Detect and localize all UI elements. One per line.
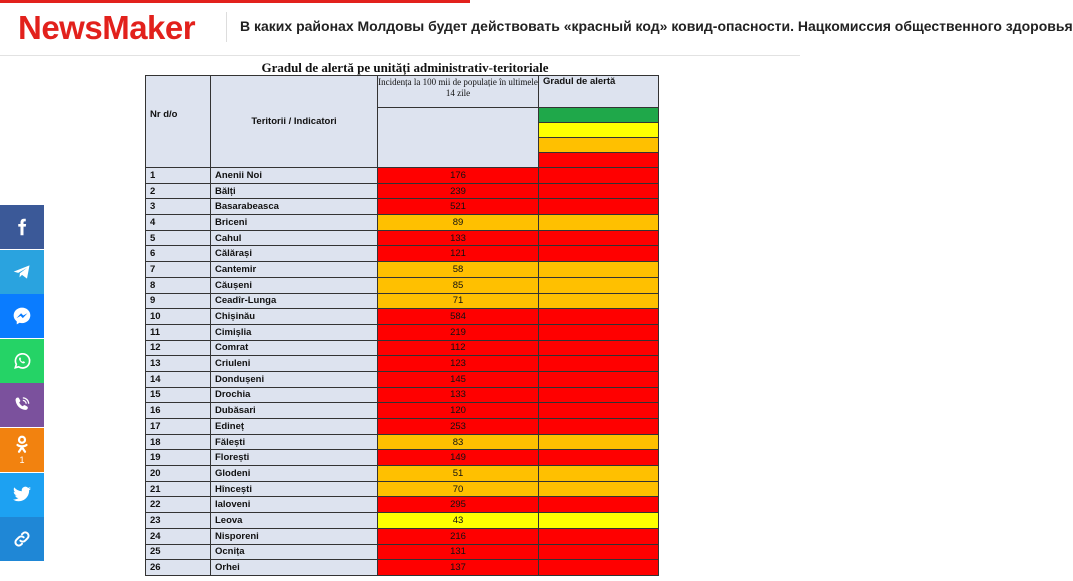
row-number: 21 <box>146 481 211 497</box>
row-number: 11 <box>146 324 211 340</box>
territory-name: Ialoveni <box>211 497 378 513</box>
incidence-header-spacer <box>378 108 539 168</box>
site-header <box>0 0 1073 56</box>
table-row <box>146 481 659 497</box>
table-row <box>146 324 659 340</box>
incidence-value: 295 <box>378 497 539 513</box>
row-number: 15 <box>146 387 211 403</box>
territory-name: Edineț <box>211 419 378 435</box>
territory-name: Anenii Noi <box>211 168 378 184</box>
alert-grade-cell <box>539 481 659 497</box>
alert-grade-cell <box>539 497 659 513</box>
territory-name: Chișinău <box>211 309 378 325</box>
alert-grade-cell <box>539 387 659 403</box>
table-row <box>146 199 659 215</box>
legend-swatch-orange <box>539 138 659 153</box>
row-number: 13 <box>146 356 211 372</box>
alert-grade-cell <box>539 199 659 215</box>
territory-name: Dondușeni <box>211 371 378 387</box>
territory-name: Briceni <box>211 215 378 231</box>
territory-name: Bălți <box>211 183 378 199</box>
table-row <box>146 434 659 450</box>
row-number: 23 <box>146 513 211 529</box>
row-number: 18 <box>146 434 211 450</box>
row-number: 7 <box>146 262 211 278</box>
row-number: 9 <box>146 293 211 309</box>
incidence-value: 216 <box>378 528 539 544</box>
column-header-nr: Nr d/o <box>146 76 211 168</box>
territory-name: Cahul <box>211 230 378 246</box>
table-row <box>146 293 659 309</box>
incidence-value: 58 <box>378 262 539 278</box>
odnoklassniki-share-button[interactable] <box>0 428 44 472</box>
telegram-share-button[interactable] <box>0 250 44 294</box>
viber-share-button[interactable] <box>0 383 44 427</box>
whatsapp-share-button[interactable] <box>0 339 44 383</box>
territory-name: Fălești <box>211 434 378 450</box>
header-divider <box>226 12 227 42</box>
table-row <box>146 560 659 576</box>
alert-grade-cell <box>539 340 659 356</box>
incidence-value: 133 <box>378 230 539 246</box>
incidence-value: 112 <box>378 340 539 356</box>
row-number: 19 <box>146 450 211 466</box>
incidence-value: 43 <box>378 513 539 529</box>
incidence-value: 137 <box>378 560 539 576</box>
alert-grade-cell <box>539 215 659 231</box>
alert-grade-cell <box>539 434 659 450</box>
alert-grade-cell <box>539 371 659 387</box>
row-number: 24 <box>146 528 211 544</box>
row-number: 8 <box>146 277 211 293</box>
incidence-value: 123 <box>378 356 539 372</box>
table-row <box>146 371 659 387</box>
table-row <box>146 309 659 325</box>
row-number: 16 <box>146 403 211 419</box>
territory-name: Căușeni <box>211 277 378 293</box>
incidence-value: 89 <box>378 215 539 231</box>
alert-grade-cell <box>539 183 659 199</box>
odnoklassniki-icon <box>13 435 31 455</box>
alert-grade-cell <box>539 403 659 419</box>
alert-grade-cell <box>539 262 659 278</box>
alert-grade-cell <box>539 168 659 184</box>
row-number: 26 <box>146 560 211 576</box>
facebook-icon <box>13 218 31 236</box>
territory-name: Hîncești <box>211 481 378 497</box>
table-row <box>146 168 659 184</box>
incidence-value: 131 <box>378 544 539 560</box>
table-row <box>146 466 659 482</box>
table-row <box>146 450 659 466</box>
viber-icon <box>12 395 32 415</box>
row-number: 5 <box>146 230 211 246</box>
alert-grade-cell <box>539 230 659 246</box>
alert-grade-cell <box>539 309 659 325</box>
twitter-share-button[interactable] <box>0 473 44 517</box>
territory-name: Drochia <box>211 387 378 403</box>
territory-name: Cantemir <box>211 262 378 278</box>
incidence-value: 120 <box>378 403 539 419</box>
alert-grade-cell <box>539 324 659 340</box>
row-number: 17 <box>146 419 211 435</box>
column-header-grade: Gradul de alertă <box>539 76 659 108</box>
telegram-icon <box>12 262 32 282</box>
table-row <box>146 387 659 403</box>
territory-name: Florești <box>211 450 378 466</box>
incidence-value: 133 <box>378 387 539 403</box>
row-number: 22 <box>146 497 211 513</box>
alert-grade-cell <box>539 544 659 560</box>
table-row <box>146 513 659 529</box>
territory-name: Glodeni <box>211 466 378 482</box>
territory-name: Ocnița <box>211 544 378 560</box>
reading-progress-bar <box>0 0 470 3</box>
territory-name: Călărași <box>211 246 378 262</box>
legend-swatch-red <box>539 153 659 168</box>
alert-grade-cell <box>539 246 659 262</box>
row-number: 4 <box>146 215 211 231</box>
row-number: 2 <box>146 183 211 199</box>
incidence-value: 176 <box>378 168 539 184</box>
table-row <box>146 183 659 199</box>
territory-name: Cimișlia <box>211 324 378 340</box>
incidence-value: 121 <box>378 246 539 262</box>
twitter-icon <box>12 486 32 504</box>
table-row <box>146 528 659 544</box>
messenger-icon <box>12 306 32 326</box>
incidence-value: 219 <box>378 324 539 340</box>
table-row <box>146 230 659 246</box>
territory-name: Dubăsari <box>211 403 378 419</box>
table-row <box>146 419 659 435</box>
legend-swatch-yellow <box>539 123 659 138</box>
alert-grade-cell <box>539 356 659 372</box>
whatsapp-icon <box>12 351 32 371</box>
share-count: 1 <box>19 455 25 465</box>
incidence-value: 521 <box>378 199 539 215</box>
table-row <box>146 403 659 419</box>
copy-link-icon <box>12 529 32 549</box>
table-row <box>146 497 659 513</box>
table-row <box>146 277 659 293</box>
facebook-share-button[interactable] <box>0 205 44 249</box>
alert-table-image <box>145 58 665 581</box>
table-row <box>146 246 659 262</box>
incidence-value: 584 <box>378 309 539 325</box>
territory-name: Leova <box>211 513 378 529</box>
copy-link-share-button[interactable] <box>0 517 44 561</box>
territory-name: Basarabeasca <box>211 199 378 215</box>
column-header-territory: Teritorii / Indicatori <box>211 76 378 168</box>
row-number: 14 <box>146 371 211 387</box>
row-number: 12 <box>146 340 211 356</box>
incidence-value: 51 <box>378 466 539 482</box>
row-number: 10 <box>146 309 211 325</box>
table-row <box>146 215 659 231</box>
table-title: Gradul de alertă pe unități administrativ-teritoriale <box>261 60 549 75</box>
incidence-value: 85 <box>378 277 539 293</box>
site-logo[interactable]: NewsMaker <box>18 9 196 46</box>
alert-grade-cell <box>539 277 659 293</box>
alert-level-table <box>145 75 659 576</box>
row-number: 25 <box>146 544 211 560</box>
territory-name: Ceadîr-Lunga <box>211 293 378 309</box>
territory-name: Criuleni <box>211 356 378 372</box>
alert-grade-cell <box>539 560 659 576</box>
row-number: 3 <box>146 199 211 215</box>
incidence-value: 145 <box>378 371 539 387</box>
row-number: 20 <box>146 466 211 482</box>
legend-swatch-green <box>539 108 659 123</box>
row-number: 6 <box>146 246 211 262</box>
territory-name: Orhei <box>211 560 378 576</box>
incidence-value: 70 <box>378 481 539 497</box>
territory-name: Nisporeni <box>211 528 378 544</box>
alert-grade-cell <box>539 466 659 482</box>
incidence-value: 253 <box>378 419 539 435</box>
table-row <box>146 356 659 372</box>
alert-grade-cell <box>539 528 659 544</box>
table-row <box>146 544 659 560</box>
alert-grade-cell <box>539 513 659 529</box>
incidence-value: 71 <box>378 293 539 309</box>
row-number: 1 <box>146 168 211 184</box>
table-row <box>146 262 659 278</box>
table-row <box>146 340 659 356</box>
alert-grade-cell <box>539 450 659 466</box>
column-header-incidence: Incidența la 100 mii de populație în ultimele 14 zile <box>378 76 539 108</box>
incidence-value: 149 <box>378 450 539 466</box>
incidence-value: 239 <box>378 183 539 199</box>
messenger-share-button[interactable] <box>0 294 44 338</box>
alert-grade-cell <box>539 293 659 309</box>
territory-name: Comrat <box>211 340 378 356</box>
article-headline[interactable]: В каких районах Молдовы будет действовать «красный код» ковид-опасности. Нацкомиссия общественного здоровья <box>240 18 1073 34</box>
alert-grade-cell <box>539 419 659 435</box>
incidence-value: 83 <box>378 434 539 450</box>
